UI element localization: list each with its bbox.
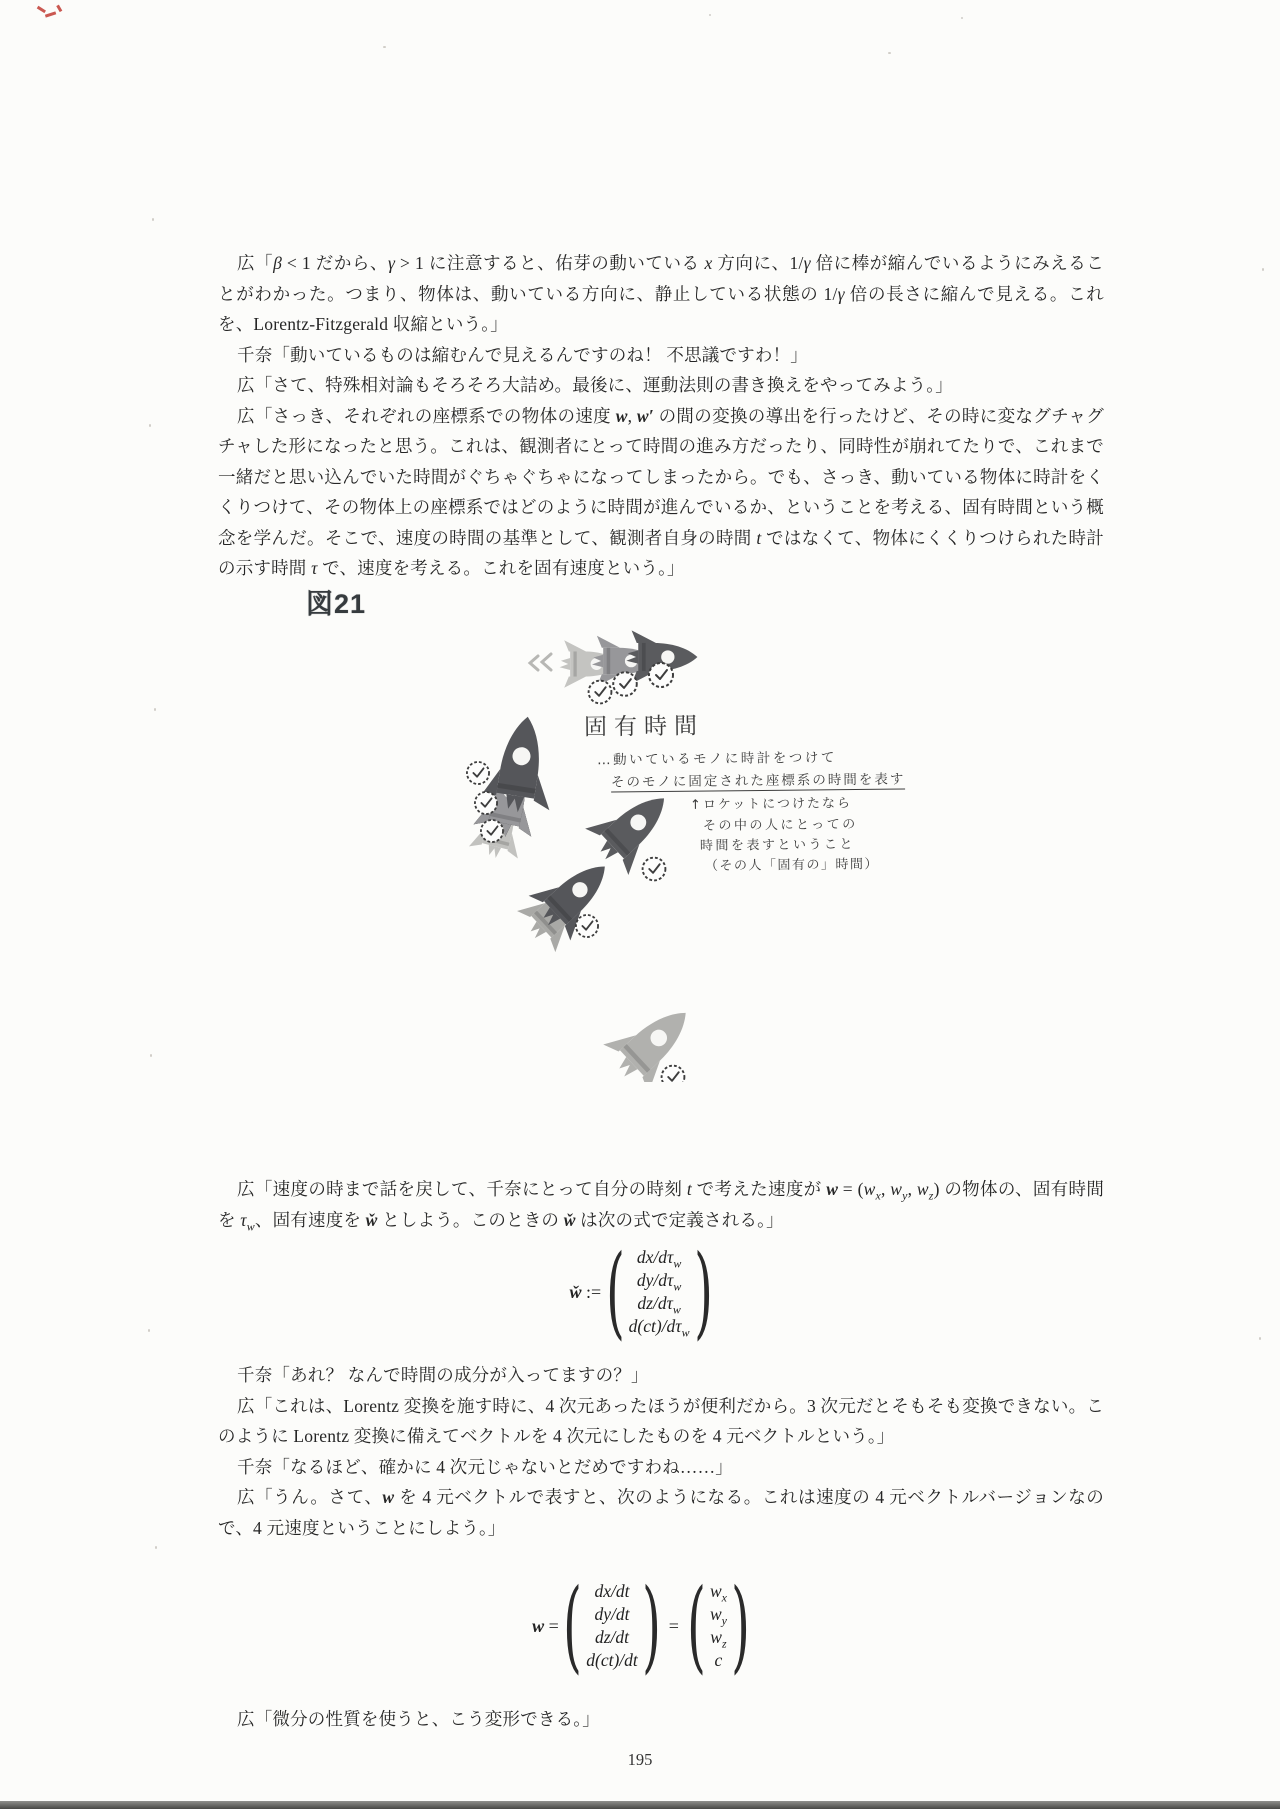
figure-annotation-note: その中の人にとっての [702, 817, 858, 834]
dialogue-line-hiro-lorentz-contraction: 広「β < 1 だから、γ > 1 に注意すると、佑芽の動いている x 方向に、1/γ 倍に棒が縮んでいるようにみえることがわかった。つまり、物体は、動いている方向に、静止している状態の 1/γ 倍の長さに縮んで見える。これを、Lorentz-Fitzgerald 収縮という。」 [218, 253, 1104, 334]
clock-icon [467, 762, 489, 784]
vector-row: $dy/d\tau_w$ [636, 1270, 682, 1294]
motion-trail [530, 654, 551, 670]
rocket-vertical [467, 711, 563, 863]
scan-speck [152, 218, 154, 221]
scan-speck [961, 17, 963, 19]
page-number: 195 [627, 1750, 653, 1769]
column-vector [605, 1233, 713, 1350]
dialogue-line-hiro-differentiate: 広「微分の性質を使うと、こう変形できる。」 [237, 1709, 600, 1729]
vector-open-paren: ( [687, 1567, 706, 1684]
figure-label: 図21 [306, 589, 367, 619]
figure-annotation-note: ↑ロケットにつけたなら [689, 796, 853, 813]
vector-close-paren: ) [693, 1233, 713, 1350]
figure-annotation-note: …動いているモノに時計をつけて [596, 749, 837, 769]
vector-close-paren: ) [731, 1567, 750, 1684]
vector-row: $dz/d\tau_w$ [637, 1293, 681, 1317]
scan-edge-bottom [0, 1801, 1280, 1809]
rocket-icon [598, 989, 708, 1082]
scan-speck [155, 1546, 157, 1549]
clock-icon [662, 1066, 685, 1082]
clock-icon [613, 672, 637, 696]
clock-icon [576, 915, 598, 937]
figure-annotation-note-underlined: そのモノに固定された座標系の時間を表す [611, 767, 906, 792]
dialogue-block-four-vector [218, 1360, 1104, 1543]
dialogue-line-china-four-dim: 千奈「なるほど、確かに 4 次元じゃないとだめですわね……」 [237, 1456, 733, 1477]
scan-speck [383, 46, 386, 48]
clock-icon [481, 820, 503, 842]
dialogue-line-china-shrink: 千奈「動いているものは縮むんで見えるんですのね！ 不思議ですわ！」 [237, 344, 808, 365]
dialogue-block-top [218, 248, 1104, 584]
vector-row: dx/dt [594, 1581, 630, 1601]
proper-velocity-definition-formula [0, 1233, 1280, 1350]
dialogue-line-hiro-four-vector: 広「これは、Lorentz 変換を施す時に、4 次元あったほうが便利だから。3 次元だとそもそも変換できない。このように Lorentz 変換に備えてベクトルを 4 次元にしたものを 4 元ベクトルという。」 [218, 1395, 1104, 1446]
scan-speck [888, 52, 891, 54]
figure-annotation-note: （その人「固有の」時間） [704, 857, 880, 874]
vector-row: $w_y$ [709, 1604, 727, 1628]
dialogue-line-hiro-four-velocity: 広「うん。さて、w を 4 元ベクトルで表すと、次のようになる。これは速度の 4 元ベクトルバージョンなので、4 元速度ということにしよう。」 [218, 1487, 1104, 1538]
clock-icon [475, 792, 497, 814]
vector-close-paren: ) [641, 1567, 661, 1684]
rocket-faint-bottom [598, 989, 708, 1082]
column-vector [563, 1567, 661, 1684]
vector-open-paren: ( [605, 1233, 625, 1350]
vector-row: $dx/d\tau_w$ [636, 1247, 682, 1271]
scan-artifact-red-mark [34, 6, 68, 24]
formula-lhs: w̌ := [569, 1281, 606, 1302]
clock-icon [649, 663, 673, 687]
formula-lhs: w = [532, 1615, 564, 1636]
vector-row: d(ct)/dt [586, 1650, 638, 1670]
scan-speck [1262, 268, 1264, 271]
column-vector [687, 1567, 750, 1684]
vector-row: $w_z$ [710, 1627, 727, 1651]
equals-sign: = [668, 1615, 679, 1636]
dialogue-block-proper-velocity [218, 1174, 1104, 1235]
vector-row: $d(ct)/d\tau_w$ [628, 1316, 690, 1340]
scan-speck [149, 424, 151, 427]
vector-row: $w_x$ [709, 1581, 727, 1605]
clock-icon [589, 681, 612, 704]
scan-speck [154, 708, 156, 711]
clock-icon [643, 858, 666, 881]
vector-row: c [714, 1650, 723, 1670]
vector-row: dy/dt [594, 1604, 630, 1624]
figure-annotation-title: 固有時間 [583, 713, 705, 741]
scan-speck [150, 1054, 152, 1057]
dialogue-block-bottom [218, 1704, 1104, 1735]
scan-speck [709, 14, 711, 16]
dialogue-line-hiro-final-topic: 広「さて、特殊相対論もそろそろ大詰め。最後に、運動法則の書き換えをやってみよう。」 [237, 375, 953, 395]
rocket-train [530, 630, 697, 703]
vector-open-paren: ( [563, 1567, 583, 1684]
four-velocity-formula [0, 1567, 1280, 1684]
vector-row: dz/dt [594, 1627, 630, 1647]
figure-annotation-note: 時間を表すということ [699, 837, 856, 854]
dialogue-line-hiro-proper-velocity: 広「速度の時まで話を戻して、千奈にとって自分の時刻 t で考えた速度が $w = (w_x$, $w_y$, $w_z$) の物体の、固有時間を $\tau_w$、固有速度を w̌ としよう。このときの w̌ は次の式で定義される。」 [218, 1179, 1105, 1233]
dialogue-line-hiro-proper-time: 広「さっき、それぞれの座標系での物体の速度 w, w′ の間の変換の導出を行ったけど、その時に変なグチャグチャした形になったと思う。これは、観測者にとって時間の進み方だったり、同時性が崩れてたりで、これまで一緒だと思い込んでいた時間がぐちゃぐちゃになってしまったから。でも、さっき、動いている物体に時計をくくりつけて、その物体上の座標系ではどのように時間が進んでいるか、ということを考える、固有時間という概念を学んだ。そこで、速度の時間の基準として、観測者自身の時間 t ではなくて、物体にくくりつけられた時計の示す時間 τ で、速度を考える。これを固有速度という。」 [218, 405, 1105, 578]
dialogue-line-china-time-component: 千奈「あれ？ なんで時間の成分が入ってますの？」 [237, 1365, 649, 1385]
